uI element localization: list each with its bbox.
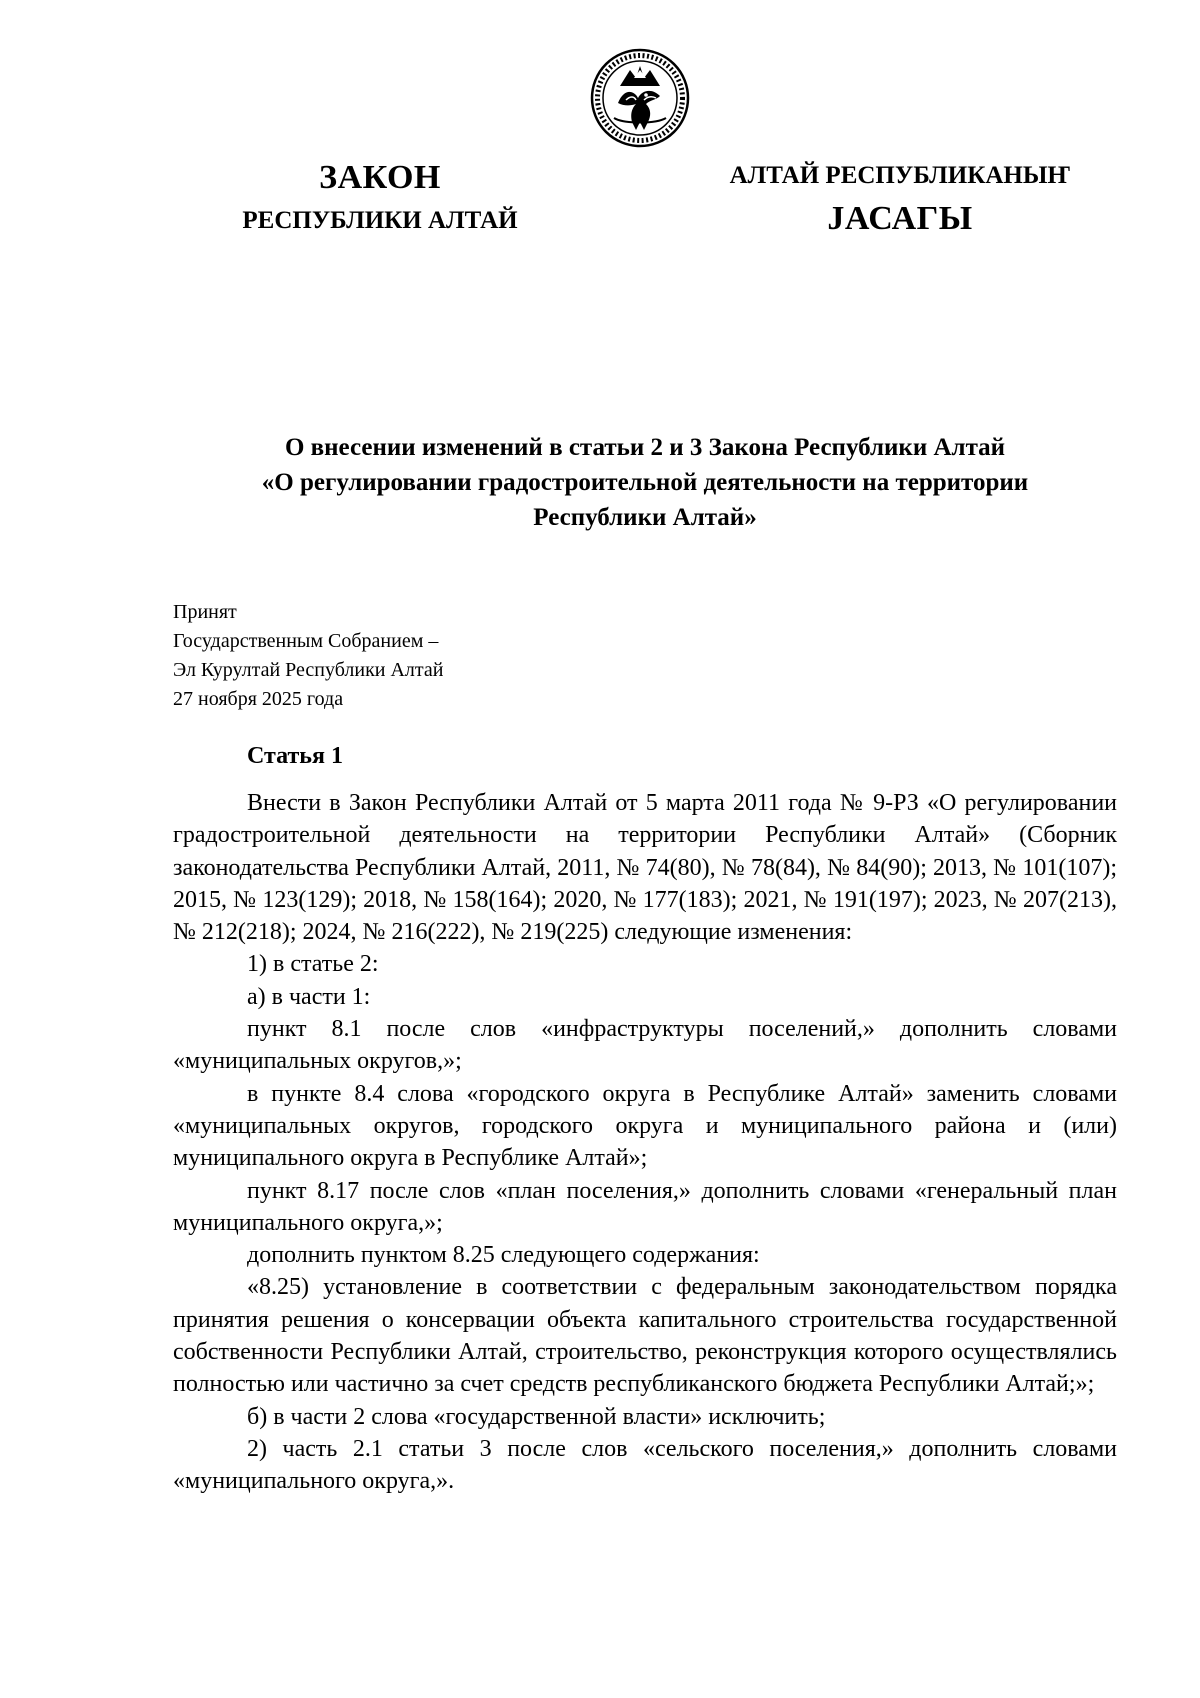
adoption-line: Государственным Собранием – — [173, 630, 439, 652]
altai-law-label: ЈАСАГЫ — [827, 200, 973, 237]
adoption-line: Эл Курултай Республики Алтай — [173, 659, 444, 681]
title-line: Республики Алтай» — [533, 504, 757, 531]
coat-of-arms-emblem — [590, 48, 690, 148]
document-title — [175, 430, 1115, 535]
adoption-line: Принят — [173, 601, 237, 623]
article-paragraph: пункт 8.17 после слов «план поселения,» дополнить словами «генеральный план муниципального округа,»; — [173, 1177, 1117, 1236]
adoption-date: 27 ноября 2025 года — [173, 688, 344, 710]
title-line: О внесении изменений в статьи 2 и 3 Закона Республики Алтай — [284, 434, 1006, 461]
article-paragraph: 2) часть 2.1 статьи 3 после слов «сельского поселения,» дополнить словами «муниципального округа,». — [173, 1435, 1117, 1495]
altai-republic-label: АЛТАЙ РЕСПУБЛИКАНЫҤ — [729, 162, 1071, 189]
article-paragraph: а) в части 1: — [247, 983, 371, 1010]
article-heading: Статья 1 — [247, 743, 343, 769]
article-paragraph: б) в части 2 слова «государственной власти» исключить; — [247, 1403, 826, 1430]
article-paragraph: дополнить пунктом 8.25 следующего содержания: — [247, 1242, 760, 1269]
article-paragraph: 1) в статье 2: — [247, 951, 379, 978]
article-body — [173, 787, 1117, 1498]
article-paragraph: в пункте 8.4 слова «городского округа в Республике Алтай» заменить словами «муниципальных округов, городского округа и муниципального района и (или) муниципального округа в Республике Алтай»; — [173, 1080, 1117, 1172]
article-paragraph: пункт 8.1 после слов «инфраструктуры поселений,» дополнить словами «муниципальных округов,»; — [173, 1016, 1117, 1075]
article-paragraph: Внести в Закон Республики Алтай от 5 марта 2011 года № 9-РЗ «О регулировании градостроительной деятельности на территории Республики Алтай» (Сборник законодательства Республики Алтай, 2011, № 74(80), № 78(84), № 84(90); 2013, № 101(107); 2015, № 123(129); 2018, № 158(164); 2020, № 177(183); 2021, № 191(197); 2023, № 207(213), № 212(218); 2024, № 216(222), № 219(225) следующие изменения: — [173, 790, 1117, 946]
adoption-info — [173, 598, 443, 714]
republic-label: РЕСПУБЛИКИ АЛТАЙ — [242, 207, 518, 234]
law-label: ЗАКОН — [319, 159, 441, 196]
title-line: «О регулировании градостроительной деятельности на территории — [261, 469, 1029, 496]
header-right — [690, 160, 1110, 240]
article-paragraph: «8.25) установление в соответствии с федеральным законодательством порядка принятия решения о консервации объекта капитального строительства государственной собственности Республики Алтай, строительство, реконструкция которого осуществлялись полностью или частично за счет средств республиканского бюджета Республики Алтай;»; — [173, 1274, 1117, 1398]
header-left — [180, 158, 580, 240]
